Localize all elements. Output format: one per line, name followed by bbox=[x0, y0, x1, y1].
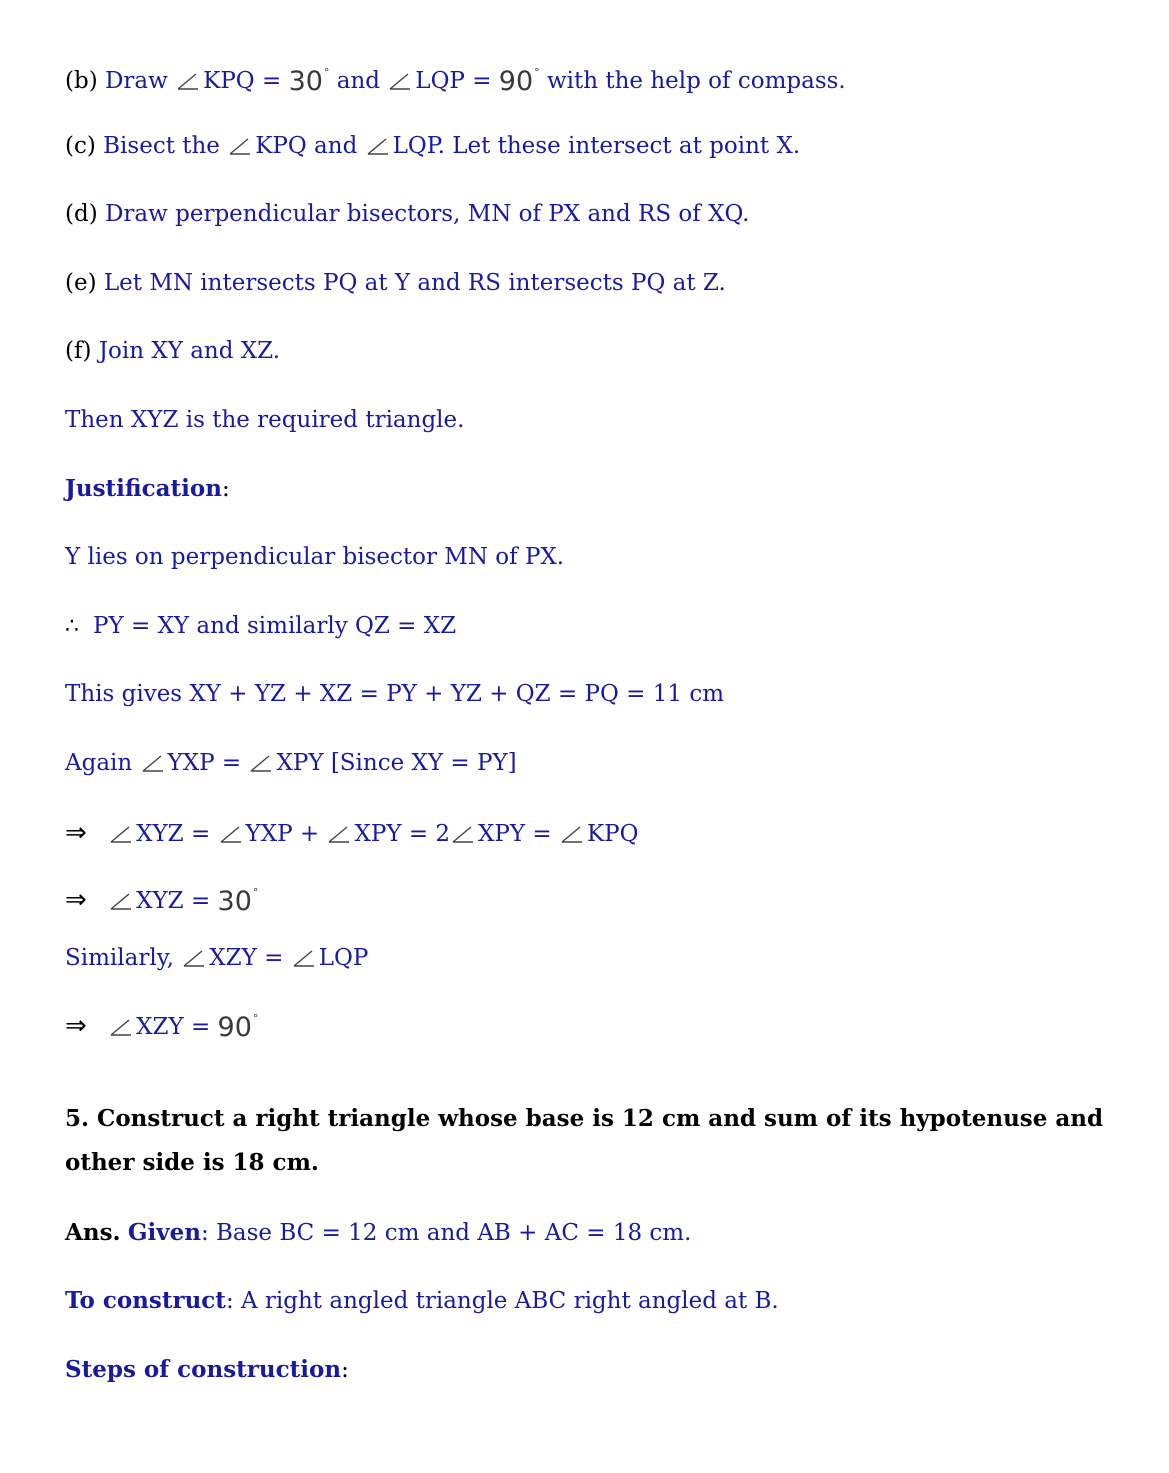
heading-text: Steps of construction bbox=[65, 1356, 342, 1383]
to-construct-label: To construct bbox=[65, 1287, 226, 1314]
line-text: KPQ bbox=[586, 821, 639, 847]
heading-text: Justification bbox=[65, 475, 222, 502]
step-text: Draw perpendicular bisectors, MN of PX and RS of XQ. bbox=[104, 201, 750, 227]
step-text: Let MN intersects PQ at Y and RS intersects PQ at Z. bbox=[103, 270, 726, 296]
angle-icon bbox=[328, 825, 350, 843]
step-text: KPQ and bbox=[255, 133, 358, 159]
question-text: Construct a right triangle whose base is 12 cm and sum of its hypotenuse and other side is 18 cm. bbox=[65, 1105, 1104, 1176]
steps-heading: Steps of construction: bbox=[65, 1356, 349, 1383]
step-label: (e) bbox=[65, 270, 97, 296]
angle-icon bbox=[142, 754, 164, 772]
angle-icon bbox=[293, 949, 315, 967]
step-text: Bisect the bbox=[103, 133, 220, 159]
angle-icon bbox=[177, 72, 199, 90]
angle-icon bbox=[229, 137, 251, 155]
step-text: LQP. Let these intersect at point X. bbox=[392, 133, 801, 159]
justification-line-4 bbox=[65, 752, 517, 775]
angle-icon bbox=[183, 949, 205, 967]
implies-icon: ⇒ bbox=[65, 818, 87, 848]
line-text: PY = XY and similarly QZ = XZ bbox=[93, 613, 457, 639]
to-construct bbox=[65, 1289, 779, 1313]
implies-icon: ⇒ bbox=[65, 1011, 87, 1041]
question-number: 5. bbox=[65, 1105, 90, 1132]
angle-icon bbox=[110, 892, 132, 910]
degree-value: 30° bbox=[217, 886, 259, 917]
angle-icon bbox=[250, 754, 272, 772]
step-label: (f) bbox=[65, 338, 92, 364]
line-text: YXP = bbox=[167, 750, 242, 776]
angle-icon bbox=[389, 72, 411, 90]
step-c bbox=[65, 135, 800, 158]
therefore-icon: ∴ bbox=[65, 614, 79, 639]
step-text: and bbox=[336, 68, 380, 94]
line-text: XZY = bbox=[136, 1014, 211, 1040]
justification-line-1: Y lies on perpendicular bisector MN of PX. bbox=[65, 544, 565, 570]
given-text: : Base BC = 12 cm and AB + AC = 18 cm. bbox=[200, 1220, 692, 1246]
justification-line-6 bbox=[65, 885, 259, 917]
justification-line-2 bbox=[65, 615, 456, 638]
to-construct-text: : A right angled triangle ABC right angled at B. bbox=[225, 1288, 779, 1314]
angle-icon bbox=[452, 825, 474, 843]
answer-given bbox=[65, 1221, 691, 1245]
step-e bbox=[65, 272, 726, 295]
line-text: LQP bbox=[318, 945, 369, 971]
given-label: Given bbox=[127, 1219, 201, 1246]
question-5 bbox=[65, 1097, 1145, 1185]
step-label: (d) bbox=[65, 201, 98, 227]
angle-icon bbox=[110, 1018, 132, 1036]
step-label: (c) bbox=[65, 133, 96, 159]
line-text: YXP + bbox=[245, 821, 320, 847]
step-text: with the help of compass. bbox=[546, 68, 846, 94]
step-text: Join XY and XZ. bbox=[98, 338, 281, 364]
degree-value: 90° bbox=[217, 1012, 259, 1043]
step-text: LQP = bbox=[415, 68, 492, 94]
justification-line-7 bbox=[65, 947, 368, 970]
step-label: (b) bbox=[65, 68, 98, 94]
justification-heading: Justification: bbox=[65, 475, 230, 502]
degree-value: 30° bbox=[288, 66, 330, 97]
angle-icon bbox=[561, 825, 583, 843]
step-b bbox=[65, 66, 846, 97]
line-text: Again bbox=[65, 750, 133, 776]
step-d bbox=[65, 203, 749, 226]
line-text: XZY = bbox=[209, 945, 284, 971]
degree-value: 90° bbox=[498, 66, 540, 97]
step-text: KPQ = bbox=[203, 68, 282, 94]
step-f bbox=[65, 340, 280, 363]
justification-line-8 bbox=[65, 1011, 259, 1043]
conclusion: Then XYZ is the required triangle. bbox=[65, 407, 465, 433]
line-text: XYZ = bbox=[136, 888, 211, 914]
angle-icon bbox=[367, 137, 389, 155]
angle-icon bbox=[220, 825, 242, 843]
line-text: XPY [Since XY = PY] bbox=[276, 750, 517, 776]
justification-line-3: This gives XY + YZ + XZ = PY + YZ + QZ = PQ = 11 cm bbox=[65, 681, 725, 707]
line-text: XPY = 2 bbox=[354, 821, 451, 847]
implies-icon: ⇒ bbox=[65, 885, 87, 915]
line-text: XYZ = bbox=[136, 821, 211, 847]
angle-icon bbox=[110, 825, 132, 843]
ans-label: Ans. bbox=[65, 1219, 121, 1246]
line-text: XPY = bbox=[478, 821, 552, 847]
step-text: Draw bbox=[104, 68, 168, 94]
justification-line-5 bbox=[65, 820, 639, 846]
line-text: Similarly, bbox=[65, 945, 174, 971]
